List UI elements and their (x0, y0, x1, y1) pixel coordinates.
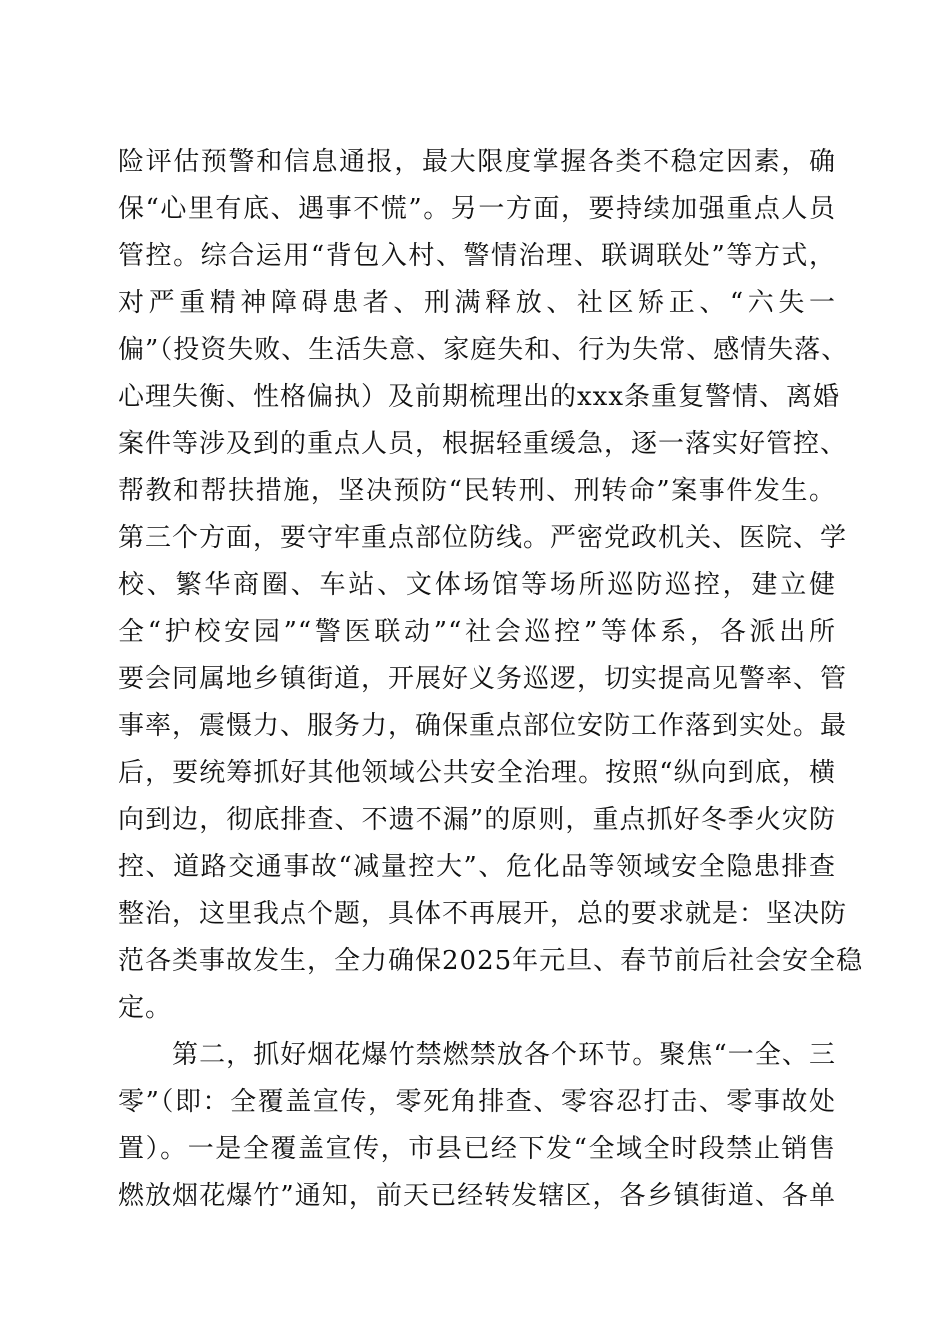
text-line: 险评估预警和信息通报，最大限度掌握各类不稳定因素，确 (118, 147, 836, 177)
text-line: 定。 (118, 993, 173, 1023)
text-line: 全“护校安园”“警医联动”“社会巡控”等体系，各派出所 (118, 617, 836, 647)
text-line: 后，要统筹抓好其他领域公共安全治理。按照“纵向到底，横 (118, 758, 836, 788)
text-line: 校、繁华商圈、车站、文体场馆等场所巡防巡控，建立健 (118, 570, 836, 600)
text-line: 零”（即：全覆盖宣传，零死角排查、零容忍打击、零事故处 (118, 1087, 836, 1117)
text-line: 保“心里有底、遇事不慌”。另一方面，要持续加强重点人员 (118, 194, 836, 224)
text-line: 第三个方面，要守牢重点部位防线。严密党政机关、医院、学 (118, 523, 848, 553)
text-line: 帮教和帮扶措施，坚决预防“民转刑、刑转命”案事件发生。 (118, 476, 836, 506)
text-line: 事率，震慑力、服务力，确保重点部位安防工作落到实处。最 (118, 711, 848, 741)
text-line: 整治，这里我点个题，具体不再展开，总的要求就是：坚决防 (118, 899, 848, 929)
text-line: 向到边，彻底排查、不遗不漏”的原则，重点抓好冬季火灾防 (118, 805, 836, 835)
text-line: 第二，抓好烟花爆竹禁燃禁放各个环节。聚焦“一全、三 (172, 1040, 836, 1070)
text-line: 心理失衡、性格偏执）及前期梳理出的xxx条重复警情、离婚 (118, 382, 840, 412)
text-line: 偏”（投资失败、生活失意、家庭失和、行为失常、感情失落、 (118, 335, 849, 365)
text-line: 管控。综合运用“背包入村、警情治理、联调联处”等方式， (118, 241, 836, 271)
text-line: 对严重精神障碍患者、刑满释放、社区矫正、“六失一 (118, 288, 836, 318)
text-line: 要会同属地乡镇街道，开展好义务巡逻，切实提高见警率、管 (118, 664, 848, 694)
text-line: 燃放烟花爆竹”通知，前天已经转发辖区，各乡镇街道、各单 (118, 1181, 836, 1211)
text-line: 范各类事故发生，全力确保2025年元旦、春节前后社会安全稳 (118, 946, 864, 976)
text-line: 置）。一是全覆盖宣传，市县已经下发“全域全时段禁止销售 (118, 1134, 836, 1164)
text-line: 控、道路交通事故“减量控大”、危化品等领域安全隐患排查 (118, 852, 836, 882)
text-line: 案件等涉及到的重点人员，根据轻重缓急，逐一落实好管控、 (118, 429, 848, 459)
